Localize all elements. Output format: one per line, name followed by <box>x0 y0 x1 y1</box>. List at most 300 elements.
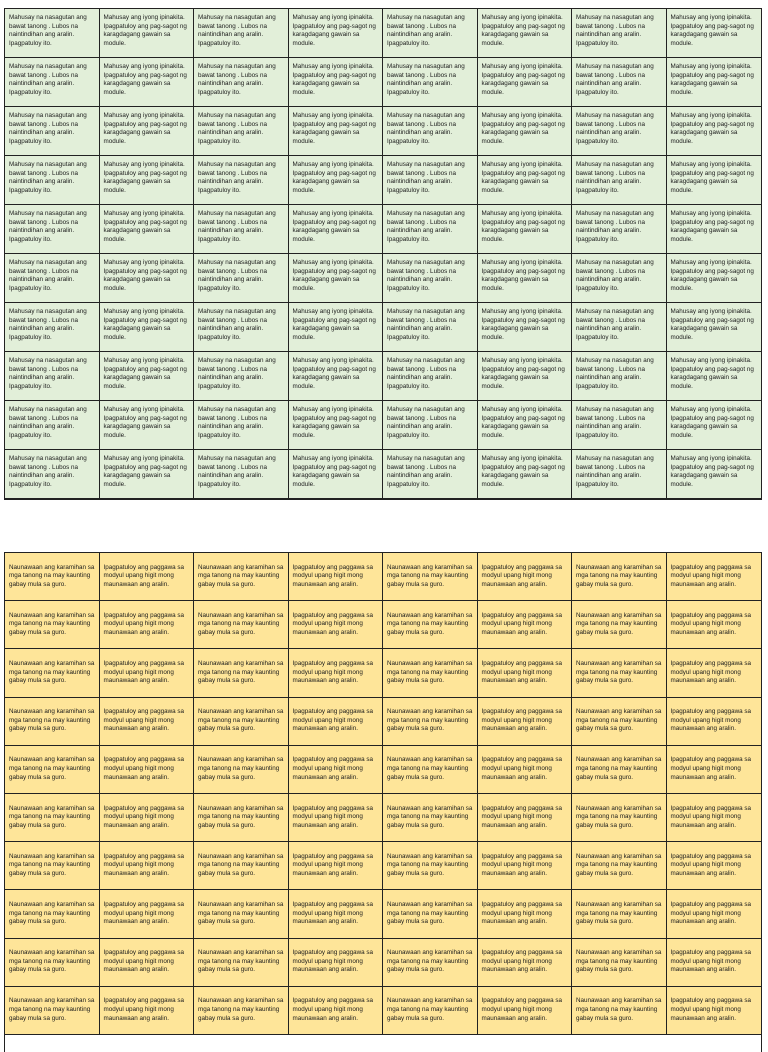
green-table-cell-text: Mahusay ang iyong ipinakita. Ipagpatuloy ang pag-sagot ng karagdagang gawain sa module. <box>670 259 754 292</box>
yellow-table-cell <box>572 987 667 1035</box>
green-table-cell-text: Mahusay ang iyong ipinakita. Ipagpatuloy ang pag-sagot ng karagdagang gawain sa module. <box>103 308 187 341</box>
yellow-table-cell <box>100 987 195 1035</box>
green-table-cell <box>667 205 762 254</box>
green-table-cell-text: Mahusay na nasagutan ang bawat tanong . Lubos na naintindihan ang aralin. Ipagpatuloy ito. <box>576 112 654 145</box>
yellow-table-cell <box>572 794 667 842</box>
green-table-cell <box>100 205 195 254</box>
green-table-cell-text: Mahusay ang iyong ipinakita. Ipagpatuloy ang pag-sagot ng karagdagang gawain sa module. <box>670 14 754 47</box>
green-table-cell <box>100 450 195 499</box>
green-table-cell-text: Mahusay na nasagutan ang bawat tanong . Lubos na naintindihan ang aralin. Ipagpatuloy ito. <box>576 308 654 341</box>
yellow-table-cell <box>289 890 384 938</box>
green-table-cell <box>572 9 667 58</box>
yellow-table-cell <box>667 698 762 746</box>
yellow-table-cell-text: Ipagpatuloy ang paggawa sa modyul upang higit mong maunawaan ang aralin. <box>481 852 563 878</box>
yellow-table-cell-text: Ipagpatuloy ang paggawa sa modyul upang higit mong maunawaan ang aralin. <box>292 756 374 781</box>
yellow-table-cell <box>194 939 289 987</box>
green-table-cell <box>100 401 195 450</box>
green-table-cell <box>100 156 195 205</box>
green-table-cell <box>5 401 100 450</box>
green-table-cell-text: Mahusay na nasagutan ang bawat tanong . Lubos na naintindihan ang aralin. Ipagpatuloy ito. <box>198 112 276 145</box>
green-table-cell <box>667 254 762 303</box>
yellow-table-cell-text: Naunawaan ang karamihan sa mga tanong na may kaunting gabay mula sa guro. <box>198 708 284 733</box>
green-table-cell <box>383 107 478 156</box>
green-table-cell <box>667 401 762 450</box>
yellow-table-cell-text: Ipagpatuloy ang paggawa sa modyul upang higit mong maunawaan ang aralin. <box>481 804 563 829</box>
yellow-table-cell <box>5 649 100 697</box>
green-table-cell <box>478 9 573 58</box>
yellow-table-cell-text: Ipagpatuloy ang paggawa sa modyul upang higit mong maunawaan ang aralin. <box>481 756 563 781</box>
green-table-cell-text: Mahusay ang iyong ipinakita. Ipagpatuloy ang pag-sagot ng karagdagang gawain sa module. <box>292 112 376 145</box>
green-table-cell-text: Mahusay ang iyong ipinakita. Ipagpatuloy ang pag-sagot ng karagdagang gawain sa module. <box>481 112 565 145</box>
yellow-table-cell-text: Naunawaan ang karamihan sa mga tanong na may kaunting gabay mula sa guro. <box>576 852 662 878</box>
green-table-cell-text: Mahusay na nasagutan ang bawat tanong . Lubos na naintindihan ang aralin. Ipagpatuloy ito. <box>9 210 87 243</box>
green-table-cell <box>289 58 384 107</box>
yellow-table-cell <box>194 746 289 794</box>
green-table-cell-text: Mahusay ang iyong ipinakita. Ipagpatuloy ang pag-sagot ng karagdagang gawain sa module. <box>292 455 376 488</box>
green-table-cell-text: Mahusay na nasagutan ang bawat tanong . Lubos na naintindihan ang aralin. Ipagpatuloy ito. <box>198 210 276 243</box>
yellow-table-cell <box>194 698 289 746</box>
yellow-table-cell <box>194 601 289 649</box>
green-table-cell-text: Mahusay ang iyong ipinakita. Ipagpatuloy ang pag-sagot ng karagdagang gawain sa module. <box>103 14 187 47</box>
green-table-cell <box>478 303 573 352</box>
green-table-cell-text: Mahusay ang iyong ipinakita. Ipagpatuloy ang pag-sagot ng karagdagang gawain sa module. <box>103 112 187 145</box>
yellow-table-cell-text: Naunawaan ang karamihan sa mga tanong na may kaunting gabay mula sa guro. <box>198 949 284 974</box>
yellow-table-cell <box>478 794 573 842</box>
green-table-cell-text: Mahusay ang iyong ipinakita. Ipagpatuloy ang pag-sagot ng karagdagang gawain sa module. <box>292 406 376 439</box>
green-table-cell <box>572 107 667 156</box>
yellow-table-cell <box>383 842 478 890</box>
yellow-table-cell-text: Ipagpatuloy ang paggawa sa modyul upang higit mong maunawaan ang aralin. <box>670 563 752 588</box>
green-feedback-table <box>4 8 762 500</box>
yellow-table-cell-text: Naunawaan ang karamihan sa mga tanong na may kaunting gabay mula sa guro. <box>387 997 473 1022</box>
yellow-table-cell-text: Ipagpatuloy ang paggawa sa modyul upang higit mong maunawaan ang aralin. <box>670 804 752 829</box>
yellow-table-cell-text: Ipagpatuloy ang paggawa sa modyul upang higit mong maunawaan ang aralin. <box>481 563 563 588</box>
green-table-cell-text: Mahusay ang iyong ipinakita. Ipagpatuloy ang pag-sagot ng karagdagang gawain sa module. <box>481 406 565 439</box>
green-table-cell-text: Mahusay na nasagutan ang bawat tanong . Lubos na naintindihan ang aralin. Ipagpatuloy ito. <box>9 357 87 390</box>
green-table-cell <box>194 205 289 254</box>
green-table-cell-text: Mahusay na nasagutan ang bawat tanong . Lubos na naintindihan ang aralin. Ipagpatuloy ito. <box>387 357 465 390</box>
green-table-cell <box>5 156 100 205</box>
yellow-table-cell-text: Naunawaan ang karamihan sa mga tanong na may kaunting gabay mula sa guro. <box>9 756 95 781</box>
green-table-cell-text: Mahusay na nasagutan ang bawat tanong . Lubos na naintindihan ang aralin. Ipagpatuloy ito. <box>387 63 465 96</box>
yellow-table-cell <box>383 553 478 601</box>
green-table-cell-text: Mahusay na nasagutan ang bawat tanong . Lubos na naintindihan ang aralin. Ipagpatuloy ito. <box>198 455 276 488</box>
yellow-table-cell <box>572 698 667 746</box>
yellow-table-cell-text: Naunawaan ang karamihan sa mga tanong na may kaunting gabay mula sa guro. <box>198 660 284 685</box>
yellow-table-cell-text: Ipagpatuloy ang paggawa sa modyul upang higit mong maunawaan ang aralin. <box>292 852 374 878</box>
yellow-table-cell <box>100 698 195 746</box>
green-table-cell-text: Mahusay ang iyong ipinakita. Ipagpatuloy ang pag-sagot ng karagdagang gawain sa module. <box>670 210 754 243</box>
yellow-table-cell <box>572 553 667 601</box>
green-table-cell-text: Mahusay na nasagutan ang bawat tanong . Lubos na naintindihan ang aralin. Ipagpatuloy ito. <box>198 161 276 194</box>
green-table-cell <box>383 303 478 352</box>
green-table-cell-text: Mahusay na nasagutan ang bawat tanong . Lubos na naintindihan ang aralin. Ipagpatuloy ito. <box>576 210 654 243</box>
yellow-table-cell <box>100 649 195 697</box>
green-table-cell <box>194 107 289 156</box>
yellow-table-cell <box>5 553 100 601</box>
yellow-table-cell <box>383 746 478 794</box>
green-table-cell <box>5 9 100 58</box>
green-table-cell <box>100 303 195 352</box>
green-table-cell <box>383 254 478 303</box>
green-table-cell <box>383 352 478 401</box>
yellow-table-cell-text: Ipagpatuloy ang paggawa sa modyul upang higit mong maunawaan ang aralin. <box>103 804 185 829</box>
green-table-cell-text: Mahusay ang iyong ipinakita. Ipagpatuloy ang pag-sagot ng karagdagang gawain sa module. <box>481 308 565 341</box>
green-table-cell-text: Mahusay na nasagutan ang bawat tanong . Lubos na naintindihan ang aralin. Ipagpatuloy ito. <box>576 406 654 439</box>
yellow-table-cell <box>289 842 384 890</box>
yellow-table-cell-text: Naunawaan ang karamihan sa mga tanong na may kaunting gabay mula sa guro. <box>387 708 473 733</box>
yellow-table-cell-text: Naunawaan ang karamihan sa mga tanong na may kaunting gabay mula sa guro. <box>198 852 284 878</box>
green-table-cell <box>478 352 573 401</box>
yellow-table-cell <box>383 987 478 1035</box>
green-table-cell-text: Mahusay na nasagutan ang bawat tanong . Lubos na naintindihan ang aralin. Ipagpatuloy ito. <box>198 357 276 390</box>
green-table-cell <box>100 254 195 303</box>
yellow-table-cell <box>478 987 573 1035</box>
yellow-table-cell-text: Naunawaan ang karamihan sa mga tanong na may kaunting gabay mula sa guro. <box>198 804 284 829</box>
green-table-cell <box>5 58 100 107</box>
green-table-cell-text: Mahusay ang iyong ipinakita. Ipagpatuloy ang pag-sagot ng karagdagang gawain sa module. <box>103 210 187 243</box>
yellow-table-cell <box>5 601 100 649</box>
yellow-table-cell-text: Ipagpatuloy ang paggawa sa modyul upang higit mong maunawaan ang aralin. <box>292 949 374 974</box>
green-table-cell <box>572 352 667 401</box>
yellow-table-cell-text: Naunawaan ang karamihan sa mga tanong na may kaunting gabay mula sa guro. <box>387 804 473 829</box>
green-table-cell <box>572 205 667 254</box>
yellow-table-cell <box>5 987 100 1035</box>
green-table-cell <box>194 9 289 58</box>
green-table-cell <box>100 58 195 107</box>
yellow-table-cell-text: Ipagpatuloy ang paggawa sa modyul upang higit mong maunawaan ang aralin. <box>670 756 752 781</box>
green-table-cell <box>572 156 667 205</box>
yellow-table-cell-text: Ipagpatuloy ang paggawa sa modyul upang higit mong maunawaan ang aralin. <box>670 901 752 926</box>
yellow-table-cell <box>5 842 100 890</box>
green-table-cell-text: Mahusay na nasagutan ang bawat tanong . Lubos na naintindihan ang aralin. Ipagpatuloy ito. <box>387 406 465 439</box>
green-table-cell-text: Mahusay ang iyong ipinakita. Ipagpatuloy ang pag-sagot ng karagdagang gawain sa module. <box>670 161 754 194</box>
green-table-cell-text: Mahusay ang iyong ipinakita. Ipagpatuloy ang pag-sagot ng karagdagang gawain sa module. <box>103 161 187 194</box>
green-table-cell-text: Mahusay ang iyong ipinakita. Ipagpatuloy ang pag-sagot ng karagdagang gawain sa module. <box>670 63 754 96</box>
green-table-cell <box>289 107 384 156</box>
green-table-cell <box>667 107 762 156</box>
yellow-table-cell <box>289 746 384 794</box>
green-table-cell <box>478 156 573 205</box>
yellow-table-cell <box>5 794 100 842</box>
green-table-cell-text: Mahusay na nasagutan ang bawat tanong . Lubos na naintindihan ang aralin. Ipagpatuloy ito. <box>387 210 465 243</box>
yellow-table-cell-text: Naunawaan ang karamihan sa mga tanong na may kaunting gabay mula sa guro. <box>9 949 95 974</box>
green-table-cell-text: Mahusay ang iyong ipinakita. Ipagpatuloy ang pag-sagot ng karagdagang gawain sa module. <box>670 406 754 439</box>
yellow-table-cell-text: Naunawaan ang karamihan sa mga tanong na may kaunting gabay mula sa guro. <box>576 660 662 685</box>
yellow-table-cell <box>289 794 384 842</box>
green-table-cell <box>383 401 478 450</box>
yellow-table-cell <box>289 601 384 649</box>
yellow-table-cell <box>194 890 289 938</box>
yellow-table-cell-text: Ipagpatuloy ang paggawa sa modyul upang higit mong maunawaan ang aralin. <box>292 563 374 588</box>
yellow-table-cell <box>289 939 384 987</box>
green-table-cell-text: Mahusay na nasagutan ang bawat tanong . Lubos na naintindihan ang aralin. Ipagpatuloy ito. <box>198 406 276 439</box>
yellow-table-cell-text: Naunawaan ang karamihan sa mga tanong na may kaunting gabay mula sa guro. <box>576 949 662 974</box>
yellow-table-cell-text: Ipagpatuloy ang paggawa sa modyul upang higit mong maunawaan ang aralin. <box>103 901 185 926</box>
green-table-cell-text: Mahusay na nasagutan ang bawat tanong . Lubos na naintindihan ang aralin. Ipagpatuloy ito. <box>387 308 465 341</box>
green-table-cell-text: Mahusay ang iyong ipinakita. Ipagpatuloy ang pag-sagot ng karagdagang gawain sa module. <box>292 210 376 243</box>
green-table-cell <box>289 9 384 58</box>
green-table-cell <box>289 352 384 401</box>
green-table-cell <box>194 303 289 352</box>
green-table-cell <box>289 450 384 499</box>
green-table-cell-text: Mahusay na nasagutan ang bawat tanong . Lubos na naintindihan ang aralin. Ipagpatuloy ito. <box>9 308 87 341</box>
green-table-cell-text: Mahusay ang iyong ipinakita. Ipagpatuloy ang pag-sagot ng karagdagang gawain sa module. <box>481 14 565 47</box>
yellow-table-cell-text: Ipagpatuloy ang paggawa sa modyul upang higit mong maunawaan ang aralin. <box>481 660 563 685</box>
green-table-cell <box>478 58 573 107</box>
green-table-cell <box>5 254 100 303</box>
yellow-table-cell <box>478 698 573 746</box>
yellow-table-cell-text: Naunawaan ang karamihan sa mga tanong na may kaunting gabay mula sa guro. <box>576 611 662 637</box>
green-table-cell-text: Mahusay ang iyong ipinakita. Ipagpatuloy ang pag-sagot ng karagdagang gawain sa module. <box>292 63 376 96</box>
green-table-cell <box>667 9 762 58</box>
yellow-table-cell <box>667 987 762 1035</box>
yellow-table-cell-text: Ipagpatuloy ang paggawa sa modyul upang higit mong maunawaan ang aralin. <box>481 949 563 974</box>
green-table-cell-text: Mahusay na nasagutan ang bawat tanong . Lubos na naintindihan ang aralin. Ipagpatuloy ito. <box>9 112 87 145</box>
yellow-table-cell-text: Naunawaan ang karamihan sa mga tanong na may kaunting gabay mula sa guro. <box>198 756 284 781</box>
green-table-cell-text: Mahusay ang iyong ipinakita. Ipagpatuloy ang pag-sagot ng karagdagang gawain sa module. <box>103 259 187 292</box>
yellow-table-cell <box>572 746 667 794</box>
yellow-table-cell-text: Naunawaan ang karamihan sa mga tanong na may kaunting gabay mula sa guro. <box>387 901 473 926</box>
green-table-cell-text: Mahusay na nasagutan ang bawat tanong . Lubos na naintindihan ang aralin. Ipagpatuloy ito. <box>9 455 87 488</box>
green-table-cell <box>5 205 100 254</box>
green-table-cell-text: Mahusay na nasagutan ang bawat tanong . Lubos na naintindihan ang aralin. Ipagpatuloy ito. <box>198 63 276 96</box>
yellow-table-cell <box>667 746 762 794</box>
yellow-table-cell <box>667 939 762 987</box>
yellow-table-cell <box>383 794 478 842</box>
green-table-cell-text: Mahusay ang iyong ipinakita. Ipagpatuloy ang pag-sagot ng karagdagang gawain sa module. <box>670 357 754 390</box>
green-table-cell-text: Mahusay ang iyong ipinakita. Ipagpatuloy ang pag-sagot ng karagdagang gawain sa module. <box>670 455 754 488</box>
yellow-table-cell-text: Ipagpatuloy ang paggawa sa modyul upang higit mong maunawaan ang aralin. <box>103 756 185 781</box>
green-table-cell-text: Mahusay ang iyong ipinakita. Ipagpatuloy ang pag-sagot ng karagdagang gawain sa module. <box>103 455 187 488</box>
green-table-cell-text: Mahusay na nasagutan ang bawat tanong . Lubos na naintindihan ang aralin. Ipagpatuloy ito. <box>576 259 654 292</box>
yellow-table-cell <box>572 842 667 890</box>
yellow-table-cell <box>478 746 573 794</box>
yellow-table-cell <box>667 842 762 890</box>
yellow-table-cell <box>100 746 195 794</box>
yellow-table-cell <box>572 890 667 938</box>
yellow-table-cell <box>194 842 289 890</box>
yellow-table-cell-text: Naunawaan ang karamihan sa mga tanong na may kaunting gabay mula sa guro. <box>576 997 662 1022</box>
green-table-cell-text: Mahusay ang iyong ipinakita. Ipagpatuloy ang pag-sagot ng karagdagang gawain sa module. <box>481 210 565 243</box>
yellow-table-cell-text: Naunawaan ang karamihan sa mga tanong na may kaunting gabay mula sa guro. <box>387 563 473 588</box>
yellow-table-cell <box>383 698 478 746</box>
yellow-table-cell-text: Naunawaan ang karamihan sa mga tanong na may kaunting gabay mula sa guro. <box>576 901 662 926</box>
yellow-table-cell-text: Ipagpatuloy ang paggawa sa modyul upang higit mong maunawaan ang aralin. <box>670 708 752 733</box>
yellow-table-cell <box>100 939 195 987</box>
green-table-cell <box>572 303 667 352</box>
green-table-cell-text: Mahusay ang iyong ipinakita. Ipagpatuloy ang pag-sagot ng karagdagang gawain sa module. <box>103 406 187 439</box>
yellow-table-cell <box>289 987 384 1035</box>
green-table-cell-text: Mahusay na nasagutan ang bawat tanong . Lubos na naintindihan ang aralin. Ipagpatuloy ito. <box>576 357 654 390</box>
green-table-cell <box>478 205 573 254</box>
yellow-table-cell <box>5 746 100 794</box>
yellow-table-cell-text: Ipagpatuloy ang paggawa sa modyul upang higit mong maunawaan ang aralin. <box>481 611 563 637</box>
yellow-feedback-table <box>4 552 762 1052</box>
yellow-table-cell-text: Ipagpatuloy ang paggawa sa modyul upang higit mong maunawaan ang aralin. <box>292 611 374 637</box>
green-table-cell <box>383 9 478 58</box>
green-table-cell-text: Mahusay na nasagutan ang bawat tanong . Lubos na naintindihan ang aralin. Ipagpatuloy ito. <box>9 161 87 194</box>
yellow-table-cell-text: Naunawaan ang karamihan sa mga tanong na may kaunting gabay mula sa guro. <box>9 901 95 926</box>
green-table-cell <box>194 254 289 303</box>
green-table-cell-text: Mahusay ang iyong ipinakita. Ipagpatuloy ang pag-sagot ng karagdagang gawain sa module. <box>481 455 565 488</box>
yellow-table-cell <box>478 939 573 987</box>
green-table-cell-text: Mahusay na nasagutan ang bawat tanong . Lubos na naintindihan ang aralin. Ipagpatuloy ito. <box>576 14 654 47</box>
green-table-cell <box>667 352 762 401</box>
yellow-table-cell-text: Ipagpatuloy ang paggawa sa modyul upang higit mong maunawaan ang aralin. <box>103 708 185 733</box>
green-table-cell-text: Mahusay na nasagutan ang bawat tanong . Lubos na naintindihan ang aralin. Ipagpatuloy ito. <box>576 455 654 488</box>
yellow-table-cell <box>478 890 573 938</box>
yellow-table-cell-text: Naunawaan ang karamihan sa mga tanong na may kaunting gabay mula sa guro. <box>387 756 473 781</box>
green-table-cell <box>383 205 478 254</box>
green-table-cell-text: Mahusay ang iyong ipinakita. Ipagpatuloy ang pag-sagot ng karagdagang gawain sa module. <box>103 357 187 390</box>
green-table-cell-text: Mahusay ang iyong ipinakita. Ipagpatuloy ang pag-sagot ng karagdagang gawain sa module. <box>481 357 565 390</box>
yellow-table-cell <box>667 649 762 697</box>
yellow-table-cell <box>478 553 573 601</box>
green-table-cell-text: Mahusay na nasagutan ang bawat tanong . Lubos na naintindihan ang aralin. Ipagpatuloy ito. <box>9 259 87 292</box>
green-table-cell <box>667 303 762 352</box>
green-table-cell <box>289 303 384 352</box>
green-table-cell <box>572 450 667 499</box>
yellow-table-cell <box>194 649 289 697</box>
yellow-table-cell-text: Ipagpatuloy ang paggawa sa modyul upang higit mong maunawaan ang aralin. <box>103 852 185 878</box>
green-table-cell <box>194 450 289 499</box>
green-table-cell <box>194 401 289 450</box>
yellow-table-cell-text: Ipagpatuloy ang paggawa sa modyul upang higit mong maunawaan ang aralin. <box>481 901 563 926</box>
yellow-table-cell <box>383 939 478 987</box>
yellow-table-cell <box>5 698 100 746</box>
green-table-cell <box>289 254 384 303</box>
green-table-cell <box>289 156 384 205</box>
yellow-table-cell-text: Ipagpatuloy ang paggawa sa modyul upang higit mong maunawaan ang aralin. <box>103 997 185 1022</box>
green-table-cell <box>5 450 100 499</box>
yellow-table-cell-text: Naunawaan ang karamihan sa mga tanong na may kaunting gabay mula sa guro. <box>9 997 95 1022</box>
yellow-table-cell <box>572 939 667 987</box>
yellow-table-cell-text: Ipagpatuloy ang paggawa sa modyul upang higit mong maunawaan ang aralin. <box>103 660 185 685</box>
yellow-table-cell <box>5 939 100 987</box>
yellow-table-cell <box>478 601 573 649</box>
yellow-table-cell-text: Ipagpatuloy ang paggawa sa modyul upang higit mong maunawaan ang aralin. <box>481 708 563 733</box>
green-table-cell <box>478 401 573 450</box>
yellow-table-cell <box>478 649 573 697</box>
yellow-table-cell <box>572 649 667 697</box>
yellow-table-cell-text: Naunawaan ang karamihan sa mga tanong na may kaunting gabay mula sa guro. <box>9 852 95 878</box>
green-table-cell <box>5 107 100 156</box>
yellow-table-cell-text: Naunawaan ang karamihan sa mga tanong na may kaunting gabay mula sa guro. <box>576 756 662 781</box>
yellow-table-cell-text: Naunawaan ang karamihan sa mga tanong na may kaunting gabay mula sa guro. <box>198 611 284 637</box>
yellow-table-cell-text: Naunawaan ang karamihan sa mga tanong na may kaunting gabay mula sa guro. <box>9 563 95 588</box>
green-table-cell-text: Mahusay na nasagutan ang bawat tanong . Lubos na naintindihan ang aralin. Ipagpatuloy ito. <box>9 14 87 47</box>
yellow-table-cell-text: Naunawaan ang karamihan sa mga tanong na may kaunting gabay mula sa guro. <box>387 949 473 974</box>
green-table-cell-text: Mahusay na nasagutan ang bawat tanong . Lubos na naintindihan ang aralin. Ipagpatuloy ito. <box>387 112 465 145</box>
yellow-table-cell-text: Naunawaan ang karamihan sa mga tanong na may kaunting gabay mula sa guro. <box>576 563 662 588</box>
yellow-table-cell-text: Ipagpatuloy ang paggawa sa modyul upang higit mong maunawaan ang aralin. <box>292 708 374 733</box>
yellow-table-cell-text: Naunawaan ang karamihan sa mga tanong na may kaunting gabay mula sa guro. <box>387 611 473 637</box>
yellow-table-cell-text: Ipagpatuloy ang paggawa sa modyul upang higit mong maunawaan ang aralin. <box>103 949 185 974</box>
green-table-cell-text: Mahusay na nasagutan ang bawat tanong . Lubos na naintindihan ang aralin. Ipagpatuloy ito. <box>9 63 87 96</box>
green-table-cell <box>383 58 478 107</box>
green-table-cell-text: Mahusay na nasagutan ang bawat tanong . Lubos na naintindihan ang aralin. Ipagpatuloy ito. <box>387 455 465 488</box>
yellow-table-cell <box>289 698 384 746</box>
green-table-cell-text: Mahusay na nasagutan ang bawat tanong . Lubos na naintindihan ang aralin. Ipagpatuloy ito. <box>387 259 465 292</box>
yellow-table-cell-text: Ipagpatuloy ang paggawa sa modyul upang higit mong maunawaan ang aralin. <box>670 852 752 878</box>
yellow-table-cell-text: Ipagpatuloy ang paggawa sa modyul upang higit mong maunawaan ang aralin. <box>481 997 563 1022</box>
green-table-cell-text: Mahusay na nasagutan ang bawat tanong . Lubos na naintindihan ang aralin. Ipagpatuloy ito. <box>198 259 276 292</box>
green-table-cell <box>5 352 100 401</box>
green-table-cell <box>667 450 762 499</box>
green-table-cell-text: Mahusay ang iyong ipinakita. Ipagpatuloy ang pag-sagot ng karagdagang gawain sa module. <box>292 259 376 292</box>
green-table-cell-text: Mahusay ang iyong ipinakita. Ipagpatuloy ang pag-sagot ng karagdagang gawain sa module. <box>481 161 565 194</box>
yellow-table-cell <box>667 553 762 601</box>
yellow-table-cell <box>100 553 195 601</box>
green-table-cell-text: Mahusay na nasagutan ang bawat tanong . Lubos na naintindihan ang aralin. Ipagpatuloy ito. <box>576 63 654 96</box>
green-table-cell <box>194 58 289 107</box>
green-table-cell <box>667 156 762 205</box>
green-table-cell-text: Mahusay na nasagutan ang bawat tanong . Lubos na naintindihan ang aralin. Ipagpatuloy ito. <box>198 14 276 47</box>
yellow-table-cell-text: Naunawaan ang karamihan sa mga tanong na may kaunting gabay mula sa guro. <box>9 708 95 733</box>
yellow-table-cell <box>572 601 667 649</box>
green-table-cell <box>572 401 667 450</box>
yellow-table-cell-text: Ipagpatuloy ang paggawa sa modyul upang higit mong maunawaan ang aralin. <box>103 611 185 637</box>
green-table-cell-text: Mahusay ang iyong ipinakita. Ipagpatuloy ang pag-sagot ng karagdagang gawain sa module. <box>103 63 187 96</box>
yellow-table-cell <box>667 601 762 649</box>
yellow-table-cell <box>194 794 289 842</box>
yellow-table-cell-text: Naunawaan ang karamihan sa mga tanong na may kaunting gabay mula sa guro. <box>576 708 662 733</box>
yellow-table-cell-text: Ipagpatuloy ang paggawa sa modyul upang higit mong maunawaan ang aralin. <box>670 660 752 685</box>
green-table-cell <box>194 156 289 205</box>
green-table-cell-text: Mahusay ang iyong ipinakita. Ipagpatuloy ang pag-sagot ng karagdagang gawain sa module. <box>292 308 376 341</box>
green-table-cell <box>572 58 667 107</box>
green-table-cell <box>100 9 195 58</box>
yellow-table-cell <box>194 553 289 601</box>
yellow-table-cell <box>383 649 478 697</box>
yellow-table-cell <box>667 794 762 842</box>
yellow-table-cell-text: Naunawaan ang karamihan sa mga tanong na may kaunting gabay mula sa guro. <box>198 901 284 926</box>
yellow-table-cell <box>478 842 573 890</box>
green-table-cell-text: Mahusay ang iyong ipinakita. Ipagpatuloy ang pag-sagot ng karagdagang gawain sa module. <box>481 259 565 292</box>
yellow-table-cell <box>383 890 478 938</box>
green-table-cell <box>478 254 573 303</box>
yellow-table-cell-text: Ipagpatuloy ang paggawa sa modyul upang higit mong maunawaan ang aralin. <box>670 997 752 1022</box>
yellow-table-cell-text: Ipagpatuloy ang paggawa sa modyul upang higit mong maunawaan ang aralin. <box>292 660 374 685</box>
yellow-table-cell <box>383 601 478 649</box>
green-table-cell <box>478 450 573 499</box>
green-table-cell <box>572 254 667 303</box>
green-table-cell-text: Mahusay ang iyong ipinakita. Ipagpatuloy ang pag-sagot ng karagdagang gawain sa module. <box>481 63 565 96</box>
yellow-table-cell-text: Ipagpatuloy ang paggawa sa modyul upang higit mong maunawaan ang aralin. <box>670 611 752 637</box>
green-table-cell-text: Mahusay ang iyong ipinakita. Ipagpatuloy ang pag-sagot ng karagdagang gawain sa module. <box>292 14 376 47</box>
green-table-cell <box>289 401 384 450</box>
yellow-table-cell-text: Ipagpatuloy ang paggawa sa modyul upang higit mong maunawaan ang aralin. <box>292 997 374 1022</box>
green-table-cell-text: Mahusay ang iyong ipinakita. Ipagpatuloy ang pag-sagot ng karagdagang gawain sa module. <box>292 357 376 390</box>
green-table-cell-text: Mahusay na nasagutan ang bawat tanong . Lubos na naintindihan ang aralin. Ipagpatuloy ito. <box>387 161 465 194</box>
yellow-table-cell <box>289 649 384 697</box>
green-table-cell <box>383 450 478 499</box>
yellow-table-cell <box>100 842 195 890</box>
yellow-table-cell-text: Naunawaan ang karamihan sa mga tanong na may kaunting gabay mula sa guro. <box>198 997 284 1022</box>
green-table-cell <box>5 303 100 352</box>
green-table-cell <box>194 352 289 401</box>
green-table-cell-text: Mahusay na nasagutan ang bawat tanong . Lubos na naintindihan ang aralin. Ipagpatuloy ito. <box>198 308 276 341</box>
green-table-cell-text: Mahusay na nasagutan ang bawat tanong . Lubos na naintindihan ang aralin. Ipagpatuloy ito. <box>387 14 465 47</box>
yellow-table-cell <box>194 987 289 1035</box>
yellow-table-cell <box>100 890 195 938</box>
yellow-table-cell-text: Naunawaan ang karamihan sa mga tanong na may kaunting gabay mula sa guro. <box>387 660 473 685</box>
green-table-cell-text: Mahusay ang iyong ipinakita. Ipagpatuloy ang pag-sagot ng karagdagang gawain sa module. <box>292 161 376 194</box>
yellow-table-cell-text: Naunawaan ang karamihan sa mga tanong na may kaunting gabay mula sa guro. <box>198 563 284 588</box>
green-table-cell-text: Mahusay na nasagutan ang bawat tanong . Lubos na naintindihan ang aralin. Ipagpatuloy ito. <box>9 406 87 439</box>
green-table-cell <box>100 107 195 156</box>
